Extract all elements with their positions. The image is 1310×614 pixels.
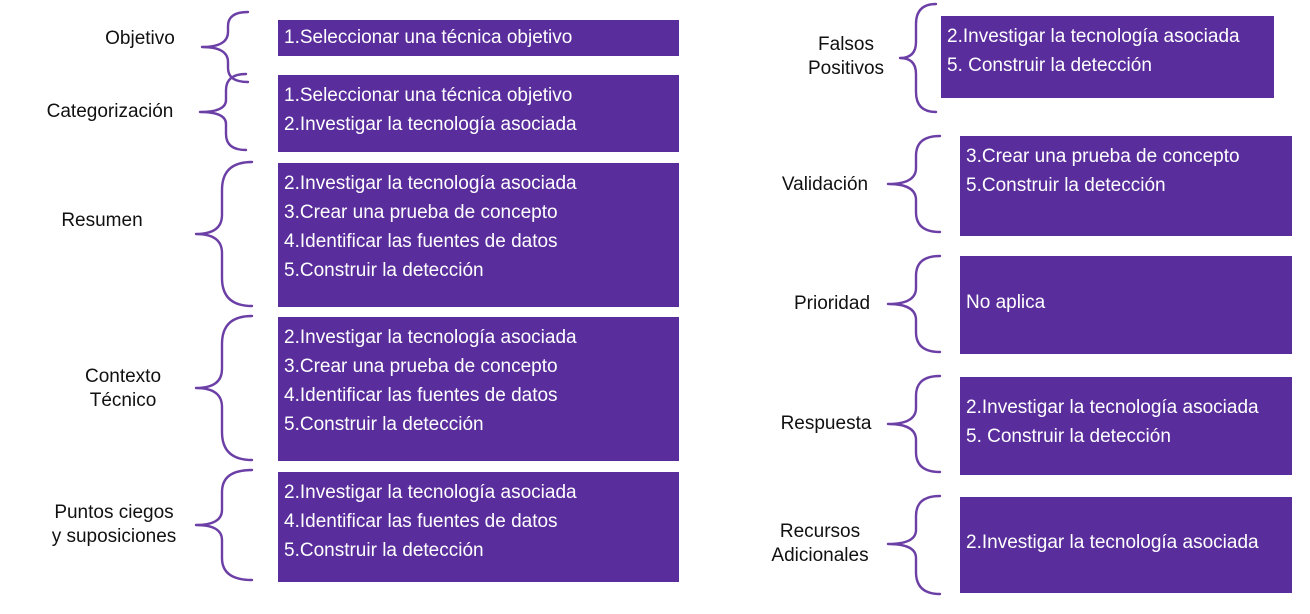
phase-item: 1.Seleccionar una técnica objetivo [284,85,573,106]
phase-item: 3.Crear una prueba de concepto [966,146,1240,167]
brace-recursos-adicionales [884,494,954,598]
phase-item: 2.Investigar la tecnología asociada [966,532,1259,553]
phase-item: 5. Construir la detección [947,55,1152,76]
phase-box-resumen [278,163,679,307]
phase-box-validacion [960,136,1292,236]
brace-resumen [192,160,262,310]
phase-item: 5.Construir la detección [966,175,1166,196]
phase-item: 2.Investigar la tecnología asociada [284,173,577,194]
brace-categorizacion [196,72,256,152]
phase-box-puntos-ciegos [278,472,679,582]
label-validacion: Validación [781,174,869,195]
label-respuesta: Respuesta [780,413,872,434]
label-puntos-ciegos: Puntos ciegos y suposiciones [51,502,177,547]
phase-item: 2.Investigar la tecnología asociada [284,482,577,503]
label-recursos-adicionales: Recursos Adicionales [771,521,869,566]
label-prioridad: Prioridad [793,293,871,314]
label-resumen: Resumen [61,210,143,231]
phase-item: 3.Crear una prueba de concepto [284,356,558,377]
brace-validacion [884,134,954,234]
phase-box-categorizacion [278,75,679,152]
phase-item: 2.Investigar la tecnología asociada [284,327,577,348]
phase-item: 4.Identificar las fuentes de datos [284,231,558,252]
label-objetivo: Objetivo [105,28,175,49]
phase-box-prioridad [960,256,1292,354]
phase-box-respuesta [960,377,1292,475]
label-falsos-positivos: Falsos Positivos [807,34,885,79]
phase-box-objetivo [278,20,679,56]
brace-respuesta [884,374,954,474]
phase-item: 5. Construir la detección [966,426,1171,447]
phase-item: 5.Construir la detección [284,540,484,561]
phase-item: 2.Investigar la tecnología asociada [966,397,1259,418]
phase-item: No aplica [966,292,1046,313]
phase-item: 4.Identificar las fuentes de datos [284,385,558,406]
phase-item: 3.Crear una prueba de concepto [284,202,558,223]
phase-box-falsos-positivos [941,16,1274,98]
phase-item: 2.Investigar la tecnología asociada [947,26,1240,47]
phase-item: 1.Seleccionar una técnica objetivo [284,27,573,48]
brace-puntos-ciegos [192,468,262,584]
phase-item: 5.Construir la detección [284,414,484,435]
phase-item: 4.Identificar las fuentes de datos [284,511,558,532]
brace-contexto-tecnico [192,314,262,464]
brace-prioridad [884,254,954,354]
phase-item: 5.Construir la detección [284,260,484,281]
phase-box-contexto-tecnico [278,317,679,461]
brace-objetivo [198,10,258,70]
phase-box-recursos-adicionales [960,497,1292,593]
label-categorizacion: Categorización [46,101,174,122]
phase-item: 2.Investigar la tecnología asociada [284,114,577,135]
label-contexto-tecnico: Contexto Técnico [84,366,162,411]
